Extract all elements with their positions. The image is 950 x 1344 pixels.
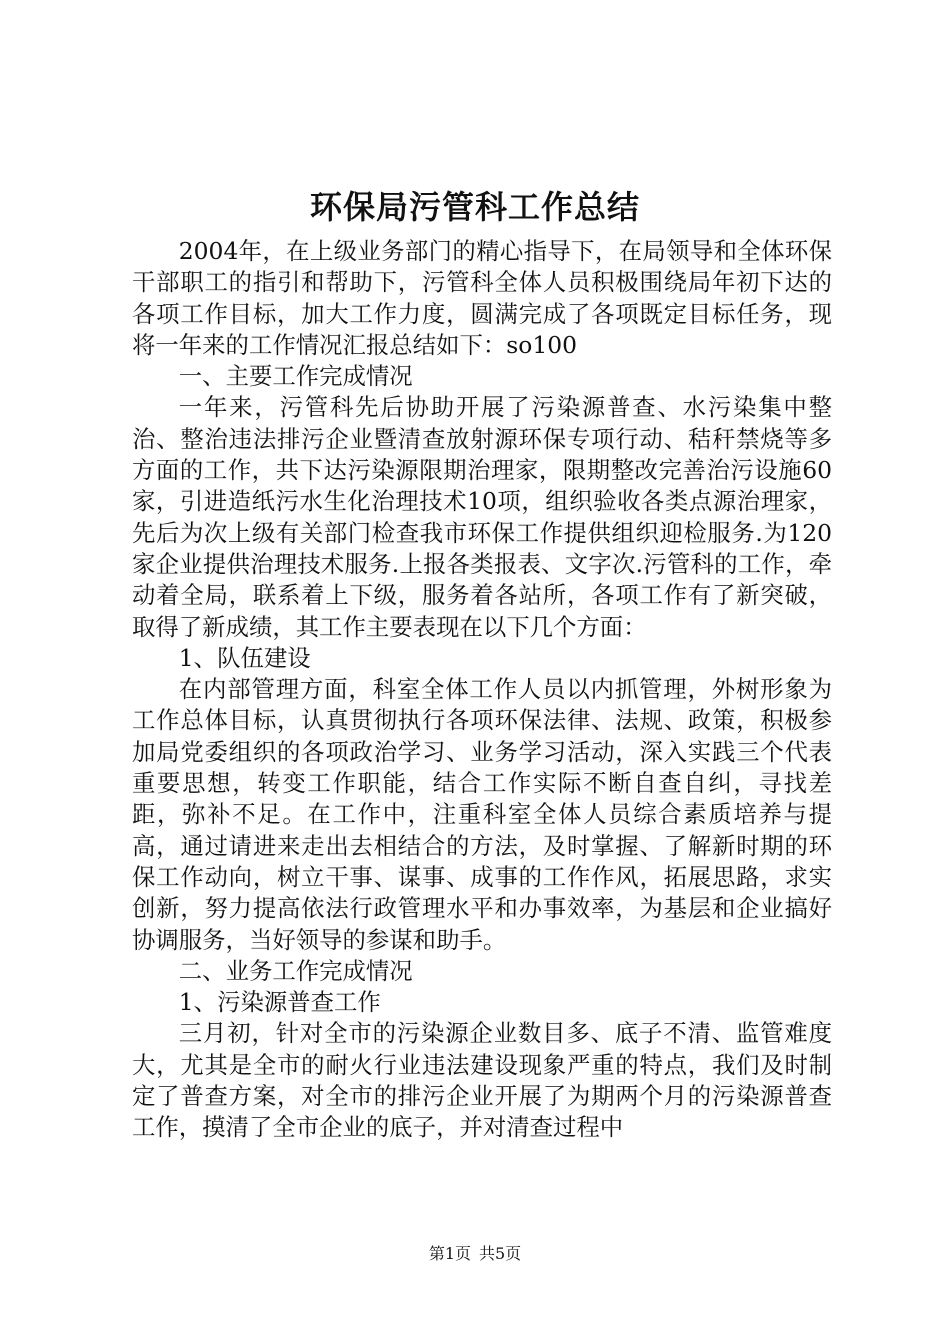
paragraph-intro: 2004年，在上级业务部门的精心指导下，在局领导和全体环保干部职工的指引和帮助下，污管科全体人员积极围绕局年初下达的各项工作目标，加大工作力度，圆满完成了各项既定目标任务，现将一年来的工作情况汇报总结如下：so100: [132, 237, 832, 359]
page-number: 第1页: [428, 1244, 471, 1263]
document-title: 环保局污管科工作总结: [309, 188, 640, 226]
paragraph-main-work: 一年来，污管科先后协助开展了污染源普查、水污染集中整治、整治违法排污企业暨清查放射源环保专项行动、秸秆禁烧等多方面的工作，共下达污染源限期治理家，限期整改完善治污设施60家，引进造纸污水生化治理技术10项，组织验收各类点源治理家，先后为次上级有关部门检查我市环保工作提供组织迎检服务.为120家企业提供治理技术服务.上报各类报表、文字次.污管科的工作，牵动着全局，联系着上下级，服务着各站所，各项工作有了新突破，取得了新成绩，其工作主要表现在以下几个方面：: [132, 393, 832, 641]
subsection-heading-survey: 1、污染源普查工作: [178, 988, 381, 1017]
paragraph-survey: 三月初，针对全市的污染源企业数目多、底子不清、监管难度大，尤其是全市的耐火行业违法建设现象严重的特点，我们及时制定了普查方案，对全市的排污企业开展了为期两个月的污染源普查工作，摸清了全市企业的底子，并对清查过程中: [132, 1019, 832, 1142]
document-body: [132, 236, 832, 1144]
subsection-heading-team: 1、队伍建设: [178, 643, 311, 672]
page-total: 共5页: [479, 1244, 522, 1263]
paragraph-team: 在内部管理方面，科室全体工作人员以内抓管理，外树形象为工作总体目标，认真贯彻执行各项环保法律、法规、政策，积极参加局党委组织的各项政治学习、业务学习活动，深入实践三个代表重要思想，转变工作职能，结合工作实际不断自查自纠，寻找差距，弥补不足。在工作中，注重科室全体人员综合素质培养与提高，通过请进来走出去相结合的方法，及时掌握、了解新时期的环保工作动向，树立干事、谋事、成事的工作作风，拓展思路，求实创新，努力提高依法行政管理水平和办事效率，为基层和企业搞好协调服务，当好领导的参谋和助手。: [132, 675, 832, 954]
page-footer: [0, 1243, 950, 1265]
section-heading-business: 二、业务工作完成情况: [178, 956, 413, 985]
section-heading-main-work: 一、主要工作完成情况: [178, 362, 413, 391]
